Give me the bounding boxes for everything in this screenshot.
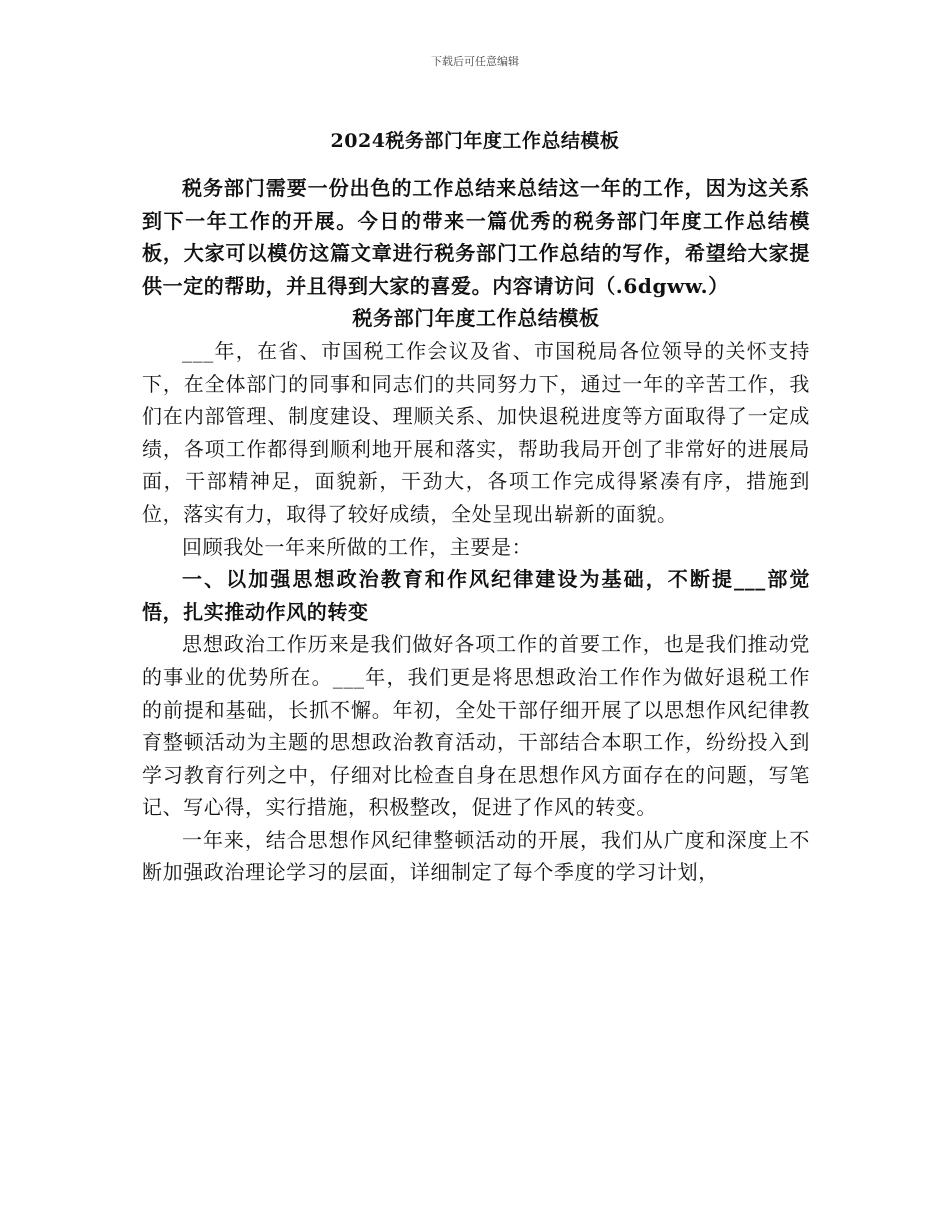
header-note: 下载后可任意编辑 xyxy=(431,55,519,68)
document-body xyxy=(142,172,810,889)
body-paragraph: ___年，在省、市国税工作会议及省、市国税局各位领导的关怀支持下，在全体部门的同事和同志们的共同努力下，通过一年的辛苦工作，我们在内部管理、制度建设、理顺关系、加快退税进度等方面取得了一定成绩，各项工作都得到顺利地开展和落实，帮助我局开创了非常好的进展局面，干部精神足，面貌新，干劲大，各项工作完成得紧凑有序，措施到位，落实有力，取得了较好成绩，全处呈现出崭新的面貌。 xyxy=(142,338,810,526)
body-paragraph: 思想政治工作历来是我们做好各项工作的首要工作，也是我们推动党的事业的优势所在。___年，我们更是将思想政治工作作为做好退税工作的前提和基础，长抓不懈。年初，全处干部仔细开展了以思想作风纪律教育整顿活动为主题的思想政治教育活动，干部结合本职工作，纷纷投入到学习教育行列之中，仔细对比检查自身在思想作风方面存在的问题，写笔记、写心得，实行措施，积极整改，促进了作风的转变。 xyxy=(142,632,810,820)
section-heading: 一、以加强思想政治教育和作风纪律建设为基础，不断提___部觉悟，扎实推动作风的转变 xyxy=(142,567,810,624)
intro-paragraph: 税务部门需要一份出色的工作总结来总结这一年的工作，因为这关系到下一年工作的开展。今日的带来一篇优秀的税务部门年度工作总结模板，大家可以模仿这篇文章进行税务部门工作总结的写作，希望给大家提供一定的帮助，并且得到大家的喜爱。内容请访问（.6dgww.） xyxy=(142,176,810,298)
document-title: 2024税务部门年度工作总结模板 xyxy=(330,130,620,152)
body-paragraph: 回顾我处一年来所做的工作，主要是： xyxy=(182,534,533,559)
body-paragraph: 一年来，结合思想作风纪律整顿活动的开展，我们从广度和深度上不断加强政治理论学习的层面，详细制定了每个季度的学习计划， xyxy=(142,827,810,885)
section-subtitle: 税务部门年度工作总结模板 xyxy=(352,306,600,331)
